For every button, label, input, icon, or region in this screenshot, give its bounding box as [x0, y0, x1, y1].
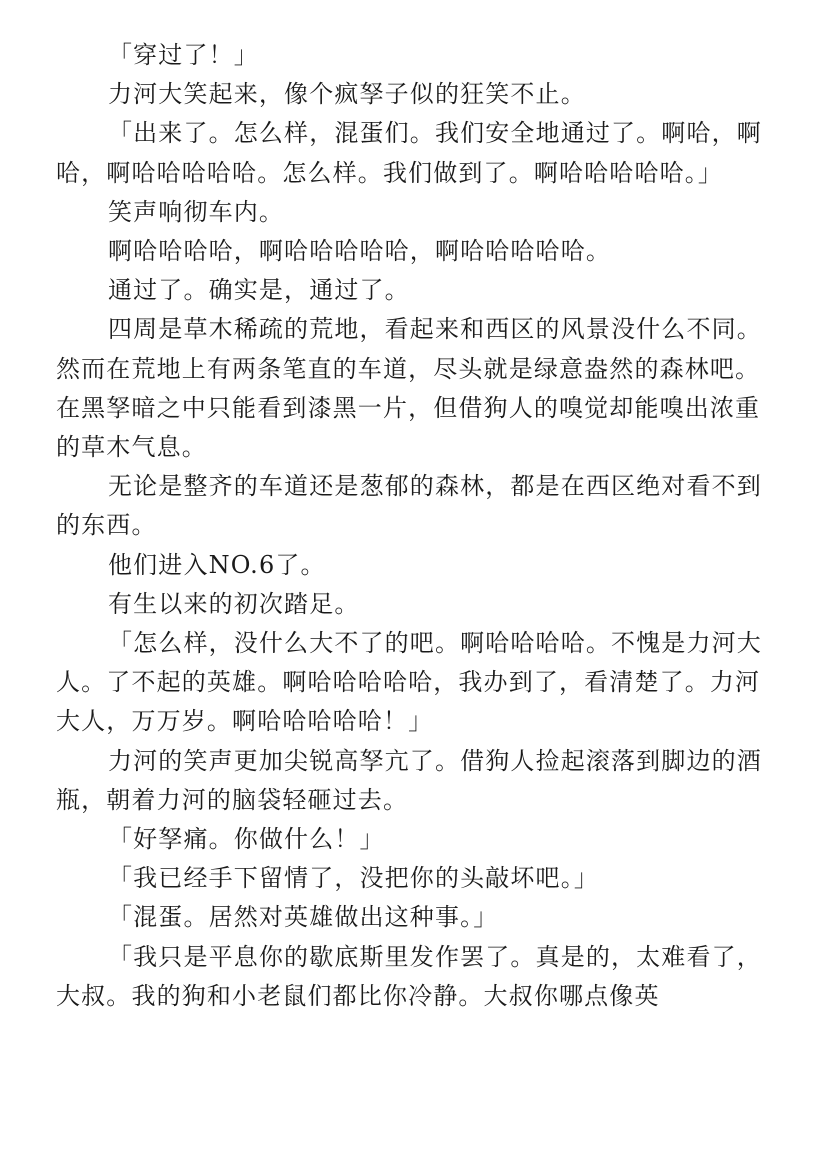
paragraph: 「我只是平息你的歇底斯里发作罢了。真是的，太难看了，大叔。我的狗和小老鼠们都比你冷静。大叔你哪点像英: [56, 942, 762, 1010]
paragraph: 「混蛋。居然对英雄做出这种事。」: [108, 903, 499, 932]
paragraph: 「怎么样，没什么大不了的吧。啊哈哈哈哈。不愧是力河大人。了不起的英雄。啊哈哈哈哈哈，我办到了，看清楚了。力河大人，万万岁。啊哈哈哈哈哈！」: [56, 629, 762, 736]
paragraph: 有生以来的初次踏足。: [108, 589, 360, 618]
paragraph: 「穿过了！」: [108, 41, 259, 69]
paragraph: 「我已经手下留情了，没把你的头敲坏吧。」: [108, 864, 599, 893]
paragraph: 无论是整齐的车道还是葱郁的森林，都是在西区绝对看不到的东西。: [56, 472, 762, 540]
paragraph: 力河大笑起来，像个疯孥子似的狂笑不止。: [108, 80, 586, 109]
paragraph: 「好孥痛。你做什么！」: [108, 825, 385, 854]
paragraph: 啊哈哈哈哈，啊哈哈哈哈哈，啊哈哈哈哈哈。: [108, 237, 611, 266]
paragraph: 力河的笑声更加尖锐高孥亢了。借狗人捡起滚落到脚边的酒瓶，朝着力河的脑袋轻砸过去。: [56, 746, 762, 814]
paragraph: 通过了。确实是，通过了。: [108, 276, 410, 305]
body-text: [56, 36, 772, 1016]
paragraph: 「出来了。怎么样，混蛋们。我们安全地通过了。啊哈，啊哈，啊哈哈哈哈哈。怎么样。我们做到了。啊哈哈哈哈哈。」: [56, 119, 762, 187]
paragraph: 笑声响彻车内。: [108, 197, 285, 226]
paragraph: 四周是草木稀疏的荒地，看起来和西区的风景没什么不同。然而在荒地上有两条笔直的车道，尽头就是绿意盎然的森林吧。在黑孥暗之中只能看到漆黑一片，但借狗人的嗅觉却能嗅出浓重的草木气息。: [56, 315, 762, 462]
paragraph: 他们进入NO.6了。: [108, 550, 326, 579]
